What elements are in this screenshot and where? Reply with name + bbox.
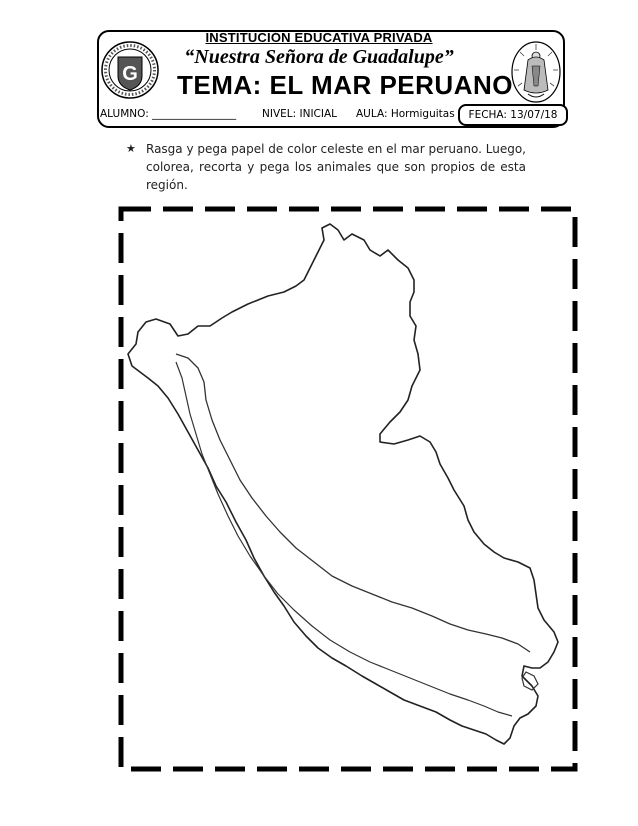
student-name-field: ALUMNO: ________________ [100,108,237,120]
school-name: INSTITUCIÓN EDUCATIVA PRIVADA [205,30,433,45]
logo-letter: G [122,63,138,85]
instruction-text: Rasga y pega papel de color celeste en el mar peruano. Luego, colorea, recorta y pega los animales que son propios de esta región. [146,142,526,192]
date-label: FECHA: 13/07/18 [458,104,568,126]
cut-out-dashed-border [121,209,575,769]
school-motto: “Nuestra Señora de Guadalupe” [184,46,454,68]
peru-map-area [118,206,578,772]
classroom-label: AULA: Hormiguitas [356,108,455,120]
level-label: NIVEL: INICIAL [262,108,338,120]
coast-inner-line [176,362,512,716]
instruction [126,140,526,194]
lake-titicaca [522,672,538,690]
virgin-of-guadalupe-icon [510,40,562,104]
peru-outline [128,224,558,744]
star-icon: ★ [126,142,136,155]
andes-line [176,354,530,652]
page-title: TEMA: EL MAR PERUANO [177,70,513,100]
